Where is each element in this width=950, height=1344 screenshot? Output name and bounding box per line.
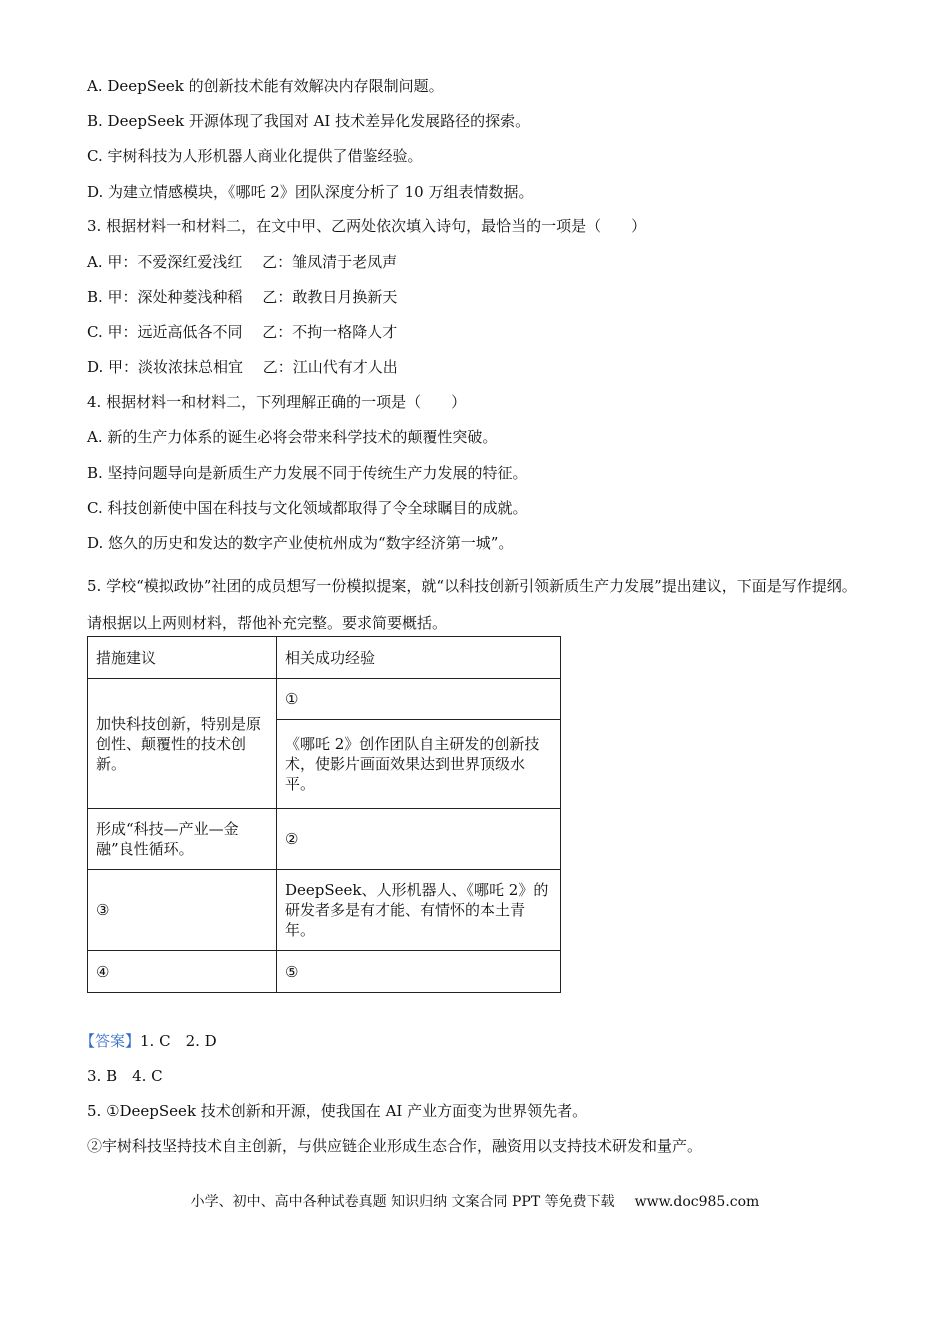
- q3-option-b: B. 甲：深处种菱浅种稻 乙：敢教日月换新天: [87, 288, 398, 306]
- table-header-measures: 措施建议: [88, 637, 277, 679]
- q4-option-a: A. 新的生产力体系的诞生必将会带来科学技术的颠覆性突破。: [87, 428, 498, 446]
- answers-line-4: ②宇树科技坚持技术自主创新，与供应链企业形成生态合作，融资用以支持技术研发和量产。: [87, 1137, 703, 1155]
- answer-tag: 【答案】: [80, 1032, 141, 1050]
- q3-option-a: A. 甲：不爱深红爱浅红 乙：雏凤清于老凤声: [87, 253, 398, 271]
- answers-1-2: 1. C 2. D: [140, 1032, 217, 1050]
- q5-stem: 5. 学校“模拟政协”社团的成员想写一份模拟提案，就“以科技创新引领新质生产力发展”提出建议，下面是写作提纲。请根据以上两则材料，帮他补充完整。要求简要概括。: [87, 577, 857, 632]
- table-cell-blank-1: ①: [277, 679, 561, 720]
- table-header-experience: 相关成功经验: [277, 637, 561, 679]
- q2-option-a: A. DeepSeek 的创新技术能有效解决内存限制问题。: [87, 77, 444, 95]
- table-cell-r3-right: DeepSeek、人形机器人、《哪吒 2》的研发者多是有才能、有情怀的本土青年。: [277, 870, 561, 951]
- table-cell-blank-3: ③: [88, 870, 277, 951]
- q2-option-d: D. 为建立情感模块，《哪吒 2》团队深度分析了 10 万组表情数据。: [87, 183, 534, 201]
- q2-option-b: B. DeepSeek 开源体现了我国对 AI 技术差异化发展路径的探索。: [87, 112, 531, 130]
- q3-stem: 3. 根据材料一和材料二，在文中甲、乙两处依次填入诗句，最恰当的一项是（ ）: [87, 217, 647, 235]
- page-footer: [0, 1191, 950, 1211]
- q4-stem: 4. 根据材料一和材料二，下列理解正确的一项是（ ）: [87, 393, 467, 411]
- q4-option-b: B. 坚持问题导向是新质生产力发展不同于传统生产力发展的特征。: [87, 464, 528, 482]
- q3-option-c: C. 甲：远近高低各不同 乙：不拘一格降人才: [87, 323, 398, 341]
- answers-line-3: 5. ①DeepSeek 技术创新和开源，使我国在 AI 产业方面变为世界领先者。: [87, 1102, 588, 1120]
- q4-option-c: C. 科技创新使中国在科技与文化领域都取得了令全球瞩目的成就。: [87, 499, 528, 517]
- q4-option-d: D. 悠久的历史和发达的数字产业使杭州成为“数字经济第一城”。: [87, 534, 514, 552]
- outline-table: [87, 636, 561, 993]
- table-cell-blank-5: ⑤: [277, 951, 561, 993]
- answers-line-2: 3. B 4. C: [87, 1067, 163, 1085]
- q3-option-d: D. 甲：淡妆浓抹总相宜 乙：江山代有才人出: [87, 358, 398, 376]
- footer-site: www.doc985.com: [634, 1194, 760, 1210]
- footer-text: 小学、初中、高中各种试卷真题 知识归纳 文案合同 PPT 等免费下载: [190, 1194, 615, 1210]
- answers-line-1: [80, 1031, 217, 1051]
- table-cell-r2-left: 形成“科技—产业—金融”良性循环。: [88, 809, 277, 870]
- table-cell-r1-left: 加快科技创新，特别是原创性、颠覆性的技术创新。: [88, 679, 277, 809]
- table-cell-blank-4: ④: [88, 951, 277, 993]
- table-cell-blank-2: ②: [277, 809, 561, 870]
- q2-option-c: C. 宇树科技为人形机器人商业化提供了借鉴经验。: [87, 147, 423, 165]
- table-cell-r1-right: 《哪吒 2》创作团队自主研发的创新技术，使影片画面效果达到世界顶级水平。: [277, 720, 561, 809]
